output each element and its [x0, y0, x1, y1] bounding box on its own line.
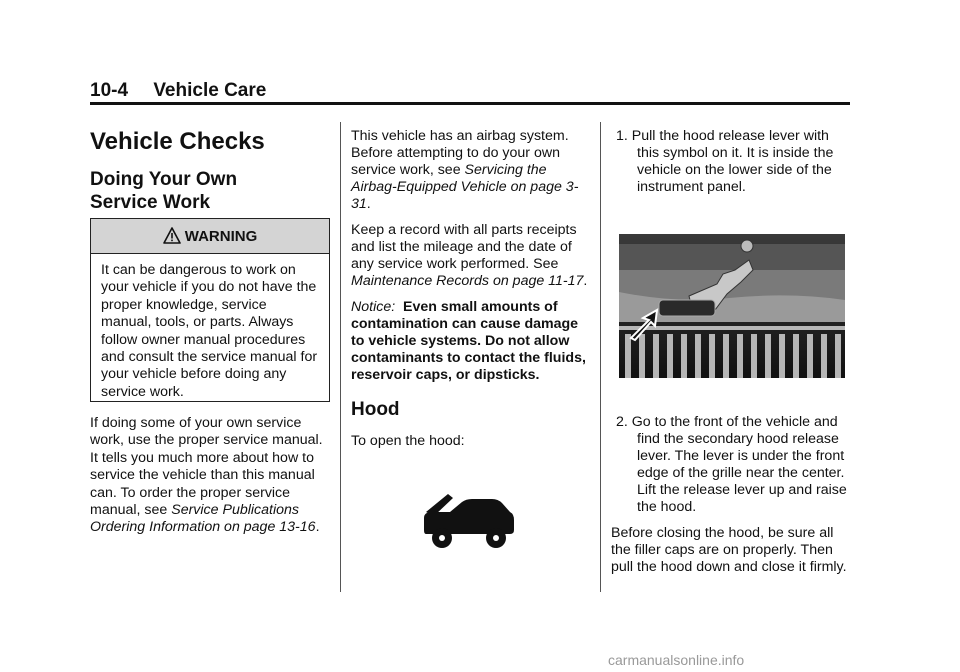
cross-reference-link[interactable]: Maintenance Records on page 11-17	[351, 273, 584, 289]
intro-paragraph: If doing some of your own service work, use the proper service manual. It tells you much more about how to service the vehicle than this manual can. To order the proper service manual, see Service Publications Ordering Information on page 13-16.	[90, 415, 323, 536]
notice-paragraph	[351, 299, 591, 384]
page-number: 10-4	[90, 80, 129, 101]
section-title: Vehicle Care	[153, 80, 267, 101]
cross-reference-link[interactable]: Service Publications Ordering Information on page 13-16	[90, 502, 316, 536]
warning-text: It can be dangerous to work on your vehicle if you do not have the proper knowledge, service manual, tools, or parts. Always follow owner manual procedures and consult the service manual for your vehicle before doing any service work.	[101, 262, 318, 400]
page-header	[90, 80, 266, 102]
step-1: 1. Pull the hood release lever with this symbol on it. It is inside the vehicle on the lower side of the instrument panel.	[616, 128, 834, 195]
cross-reference-link[interactable]: Servicing the Airbag-Equipped Vehicle on page 3-31	[351, 162, 579, 212]
warning-icon	[163, 227, 181, 245]
column-3-lower	[611, 414, 851, 585]
closing-paragraph: Before closing the hood, be sure all the filler caps are on properly. Then pull the hood down and close it firmly.	[611, 525, 847, 575]
warning-box	[90, 218, 330, 402]
warning-label: WARNING	[184, 227, 258, 245]
notice-label: Notice:	[351, 299, 396, 315]
notice-text: Even small amounts of contamination can cause damage to vehicle systems. Do not allow contaminants to contact the fluids, reservoir caps, or dipsticks.	[351, 299, 586, 383]
warning-header	[91, 219, 329, 254]
hood-release-lever-photo	[619, 234, 845, 378]
hood-heading: Hood	[351, 399, 400, 420]
watermark: carmanualsonline.info	[608, 652, 745, 668]
column-divider	[600, 122, 601, 592]
section-subtitle: Doing Your Own Service Work	[90, 169, 238, 213]
airbag-paragraph: This vehicle has an airbag system. Before attempting to do your own service work, see Servicing the Airbag-Equipped Vehicle on page 3-31.	[351, 128, 579, 212]
step-2: 2. Go to the front of the vehicle and find the secondary hood release lever. The lever is under the front edge of the grille near the center. Lift the release lever up and raise the hood.	[616, 414, 847, 515]
column-3	[611, 128, 851, 205]
records-paragraph: Keep a record with all parts receipts and list the mileage and the date of any service work performed. See Maintenance Records on page 11-17.	[351, 222, 588, 289]
page-title: Vehicle Checks	[90, 128, 265, 155]
column-2	[351, 128, 591, 459]
hood-intro: To open the hood:	[351, 433, 465, 449]
hood-open-icon	[420, 488, 516, 552]
header-rule	[90, 102, 850, 105]
column-divider	[340, 122, 341, 592]
subtitle-block	[90, 168, 270, 214]
